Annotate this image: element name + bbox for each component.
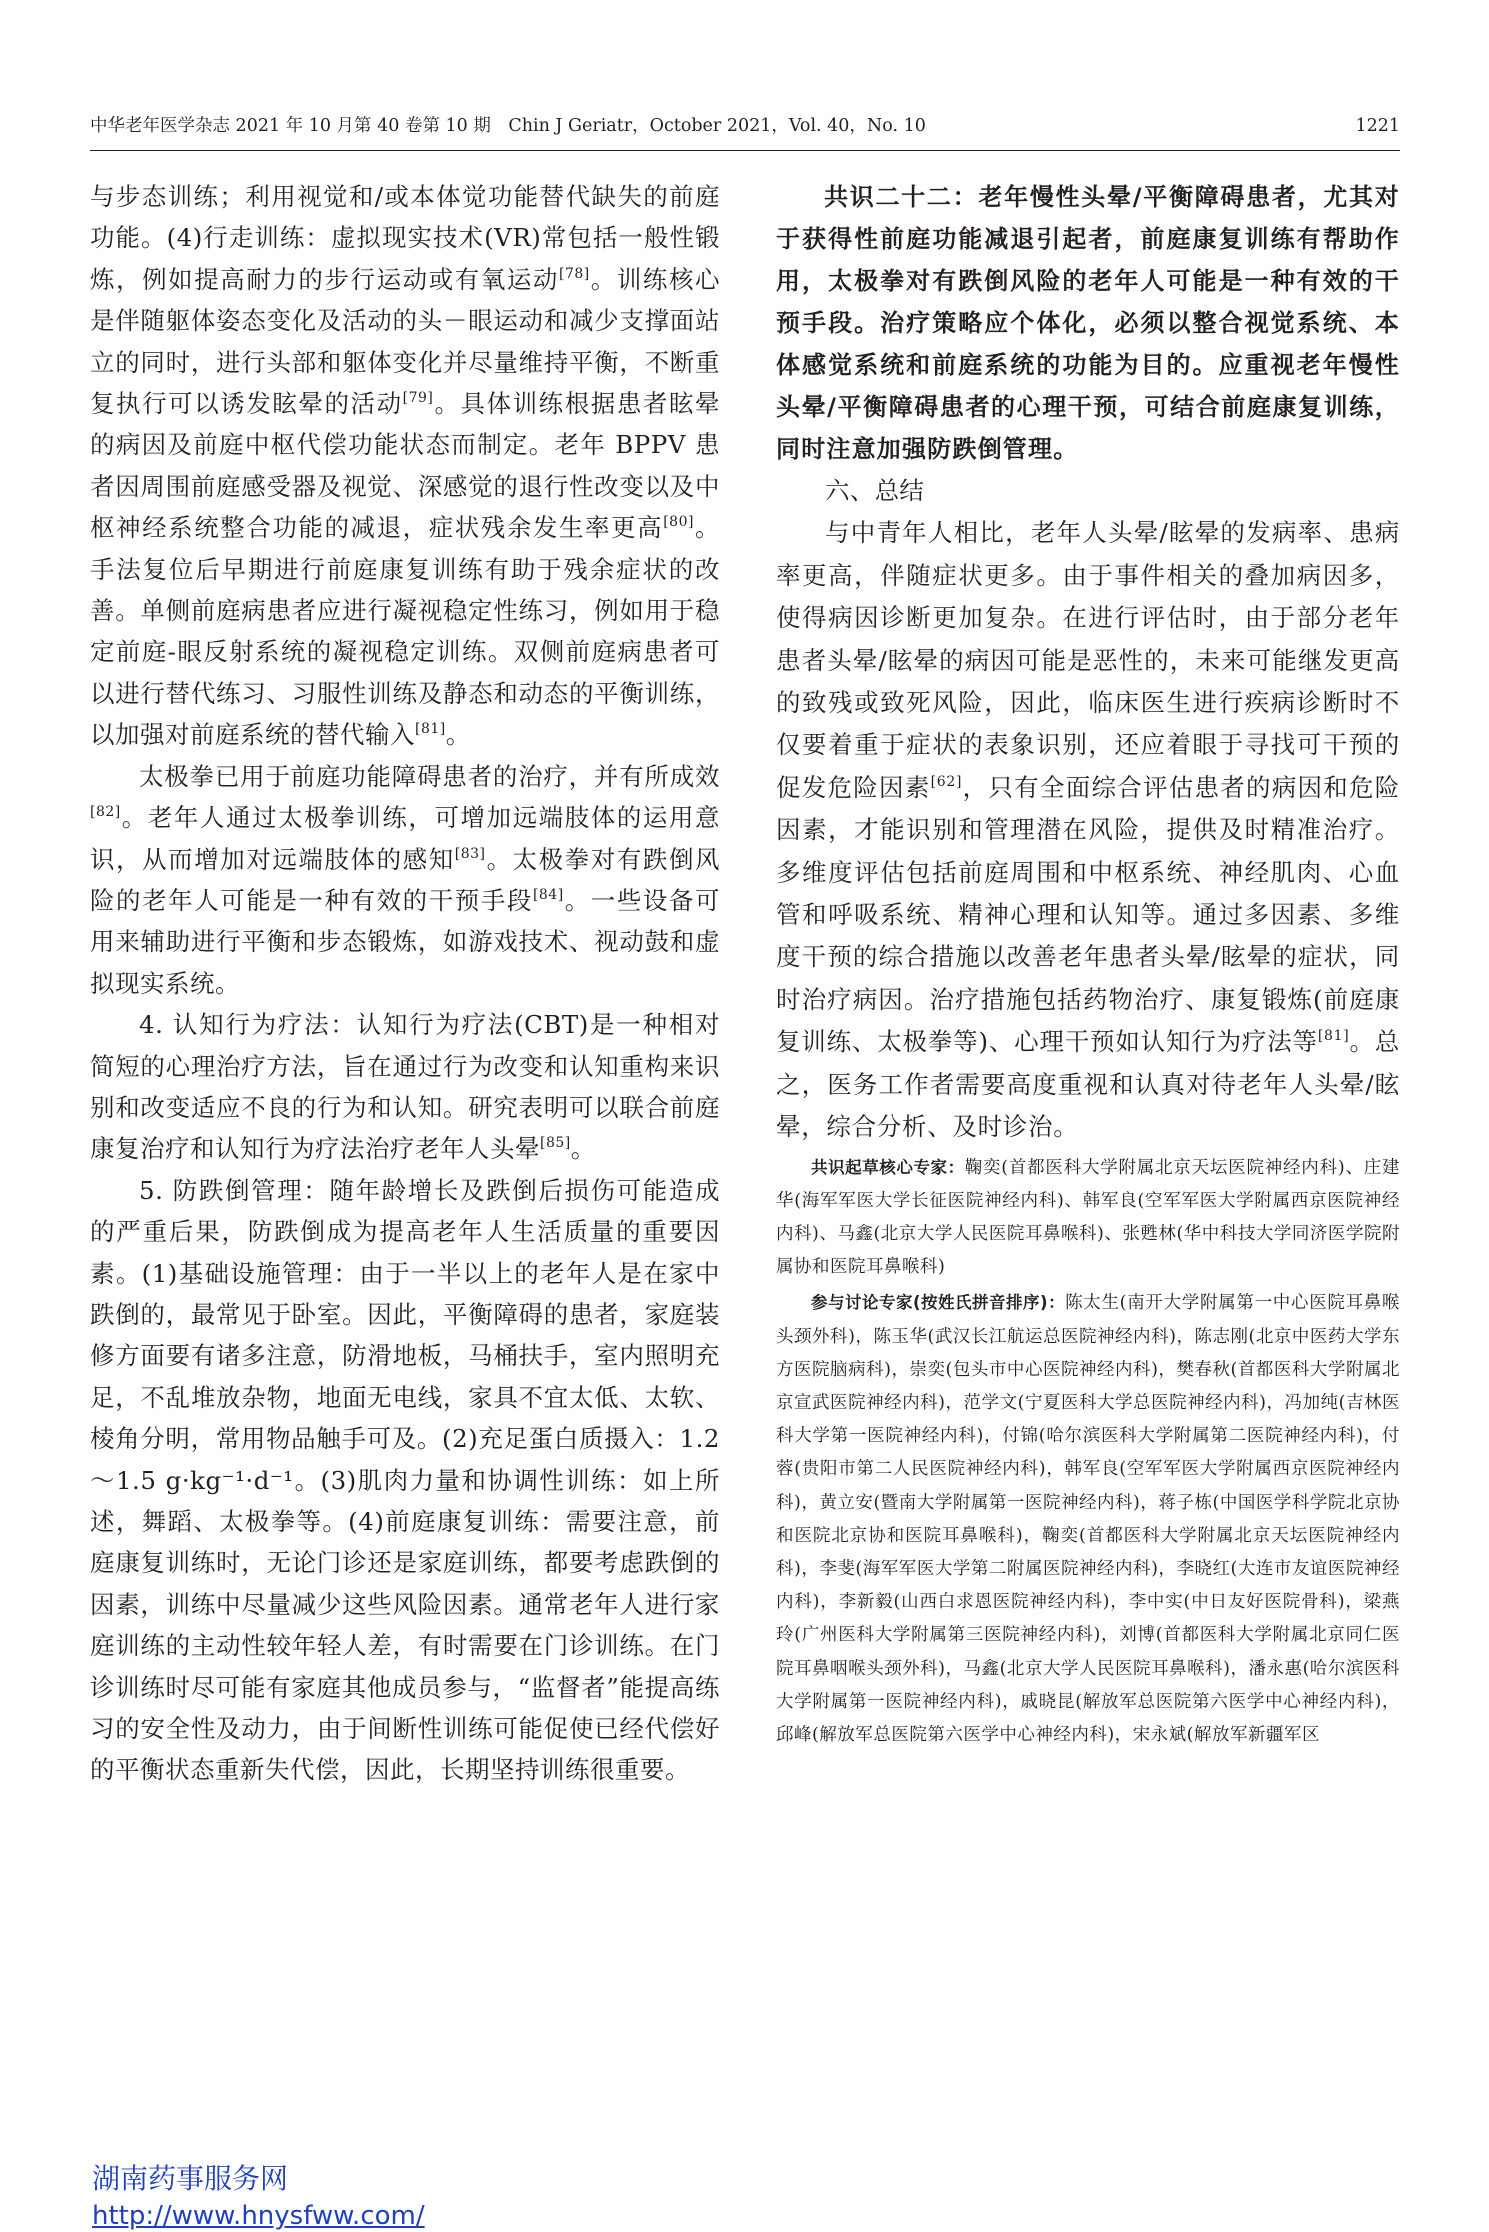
discussion-experts: 参与讨论专家(按姓氏拼音排序)：陈太生(南开大学附属第一中心医院耳鼻喉头颈外科)，陈玉华(武汉长江航运总医院神经内科)，陈志刚(北京中医药大学东方医院脑病科)，崇奕(包头市中心医院神经内科)，樊春秋(首都医科大学附属北京宣武医院神经内科)，范学文(宁夏医科大学总医院神经内科)，冯加纯(吉林医科大学第一医院神经内科)，付锦(哈尔滨医科大学附属第二医院神经内科)，付蓉(贵阳市第二人民医院神经内科)，韩军良(空军军医大学附属西京医院神经内科)，黄立安(暨南大学附属第一医院神经内科)，蒋子栋(中国医学科学院北京协和医院北京协和医院耳鼻喉科)，鞠奕(首都医科大学附属北京天坛医院神经内科)，李斐(海军军医大学第二附属医院神经内科)，李晓红(大连市友谊医院神经内科)，李新毅(山西白求恩医院神经内科)，李中实(中日友好医院骨科)，梁燕玲(广州医科大学附属第三医院神经内科)，刘博(首都医科大学附属北京同仁医院耳鼻咽喉头颈外科)，马鑫(北京大学人民医院耳鼻喉科)，潘永惠(哈尔滨医科大学附属第一医院神经内科)，戚晓昆(解放军总医院第六医学中心神经内科)，邱峰(解放军总医院第六医学中心神经内科)，宋永斌(解放军新疆军区: [776, 1293, 1400, 1745]
discussion-experts-label: 参与讨论专家(按姓氏拼音排序)：: [811, 1293, 1066, 1313]
right-column: [776, 176, 1400, 1752]
citation-ref[interactable]: [81]: [415, 721, 446, 738]
left-column: [90, 176, 720, 1791]
paragraph-training: 与步态训练；利用视觉和/或本体觉功能替代缺失的前庭功能。(4)行走训练：虚拟现实技术(VR)常包括一般性锻炼，例如提高耐力的步行运动或有氧运动[78]。训练核心是伴随躯体姿态变化及活动的头－眼运动和减少支撑面站立的同时，进行头部和躯体变化并尽量维持平衡，不断重复执行可以诱发眩晕的活动[79]。具体训练根据患者眩晕的病因及前庭中枢代偿功能状态而制定。老年 BPPV 患者因周围前庭感受器及视觉、深感觉的退行性改变以及中枢神经系统整合功能的减退，症状残余发生率更高[80]。手法复位后早期进行前庭康复训练有助于残余症状的改善。单侧前庭病患者应进行凝视稳定性练习，例如用于稳定前庭-眼反射系统的凝视稳定训练。双侧前庭病患者可以进行替代练习、习服性训练及静态和动态的平衡训练，以加强对前庭系统的替代输入[81]。: [90, 182, 721, 750]
citation-ref[interactable]: [82]: [90, 804, 121, 821]
watermark-site-name: 湖南药事服务网: [92, 2162, 289, 2195]
consensus-22: 共识二十二：老年慢性头晕/平衡障碍患者，尤其对于获得性前庭功能减退引起者，前庭康复训练有帮助作用，太极拳对有跌倒风险的老年人可能是一种有效的干预手段。治疗策略应个体化，必须以整合视觉系统、本体感觉系统和前庭系统的功能为目的。应重视老年慢性头晕/平衡障碍患者的心理干预，可结合前庭康复训练，同时注意加强防跌倒管理。: [776, 183, 1400, 463]
paragraph-cbt: 4. 认知行为疗法：认知行为疗法(CBT)是一种相对简短的心理治疗方法，旨在通过行为改变和认知重构来识别和改变适应不良的行为和认知。研究表明可以联合前庭康复治疗和认知行为疗法治疗老年人头晕[85]。: [90, 1010, 720, 1164]
citation-ref[interactable]: [62]: [930, 774, 963, 791]
journal-citation: 中华老年医学杂志 2021 年 10 月第 40 卷第 10 期 Chin J Geriatr，October 2021，Vol. 40，No. 10: [90, 116, 926, 136]
citation-ref[interactable]: [85]: [540, 1135, 571, 1152]
citation-ref[interactable]: [83]: [454, 845, 486, 862]
citation-ref[interactable]: [80]: [663, 514, 694, 531]
section-heading-summary: 六、总结: [825, 476, 925, 505]
citation-ref[interactable]: [78]: [558, 266, 590, 283]
citation-ref[interactable]: [81]: [1317, 1028, 1350, 1045]
drafting-experts-label: 共识起草核心专家：: [811, 1157, 965, 1177]
paragraph-summary: 与中青年人相比，老年人头晕/眩晕的发病率、患病率更高，伴随症状更多。由于事件相关的叠加病因多，使得病因诊断更加复杂。在进行评估时，由于部分老年患者头晕/眩晕的病因可能是恶性的，未来可能继发更高的致残或致死风险，因此，临床医生进行疾病诊断时不仅要着重于症状的表象识别，还应着眼于寻找可干预的促发危险因素[62]，只有全面综合评估患者的病因和危险因素，才能识别和管理潜在风险，提供及时精准治疗。多维度评估包括前庭周围和中枢系统、神经肌肉、心血管和呼吸系统、精神心理和认知等。通过多因素、多维度干预的综合措施以改善老年患者头晕/眩晕的症状，同时治疗病因。治疗措施包括药物治疗、康复锻炼(前庭康复训练、太极拳等)、心理干预如认知行为疗法等[81]。总之，医务工作者需要高度重视和认真对待老年人头晕/眩晕，综合分析、及时诊治。: [776, 518, 1401, 1142]
paragraph-fall-prevention: 5. 防跌倒管理：随年龄增长及跌倒后损伤可能造成的严重后果，防跌倒成为提高老年人生活质量的重要因素。(1)基础设施管理：由于一半以上的老年人是在家中跌倒的，最常见于卧室。因此，平衡障碍的患者，家庭装修方面要有诸多注意，防滑地板，马桶扶手，室内照明充足，不乱堆放杂物，地面无电线，家具不宜太低、太软、棱角分明，常用物品触手可及。(2)充足蛋白质摄入：1.2～1.5 g·kg⁻¹·d⁻¹。(3)肌肉力量和协调性训练：如上所述，舞蹈、太极拳等。(4)前庭康复训练：需要注意，前庭康复训练时，无论门诊还是家庭训练，都要考虑跌倒的因素，训练中尽量减少这些风险因素。通常老年人进行家庭训练的主动性较年轻人差，有时需要在门诊训练。在门诊训练时尽可能有家庭其他成员参与，“监督者”能提高练习的安全性及动力，由于间断性训练可能促使已经代偿好的平衡状态重新失代偿，因此，长期坚持训练很重要。: [90, 1175, 720, 1785]
watermark-link[interactable]: http://www.hnysfww.com/: [92, 2201, 425, 2231]
citation-ref[interactable]: [84]: [532, 887, 564, 904]
header-rule: [90, 150, 1400, 151]
page-number: 1221: [1355, 116, 1400, 136]
citation-ref[interactable]: [79]: [402, 390, 434, 407]
drafting-experts: 共识起草核心专家：鞠奕(首都医科大学附属北京天坛医院神经内科)、庄建华(海军军医大学长征医院神经内科)、韩军良(空军军医大学附属西京医院神经内科)、马鑫(北京大学人民医院耳鼻喉科)、张甦林(华中科技大学同济医学院附属协和医院耳鼻喉科): [776, 1157, 1401, 1278]
running-header: [90, 114, 1400, 138]
paragraph-taichi: 太极拳已用于前庭功能障碍患者的治疗，并有所成效[82]。老年人通过太极拳训练，可增加远端肢体的运用意识，从而增加对远端肢体的感知[83]。太极拳对有跌倒风险的老年人可能是一种有效的干预手段[84]。一些设备可用来辅助进行平衡和步态锻炼，如游戏技术、视动鼓和虚拟现实系统。: [90, 761, 721, 998]
